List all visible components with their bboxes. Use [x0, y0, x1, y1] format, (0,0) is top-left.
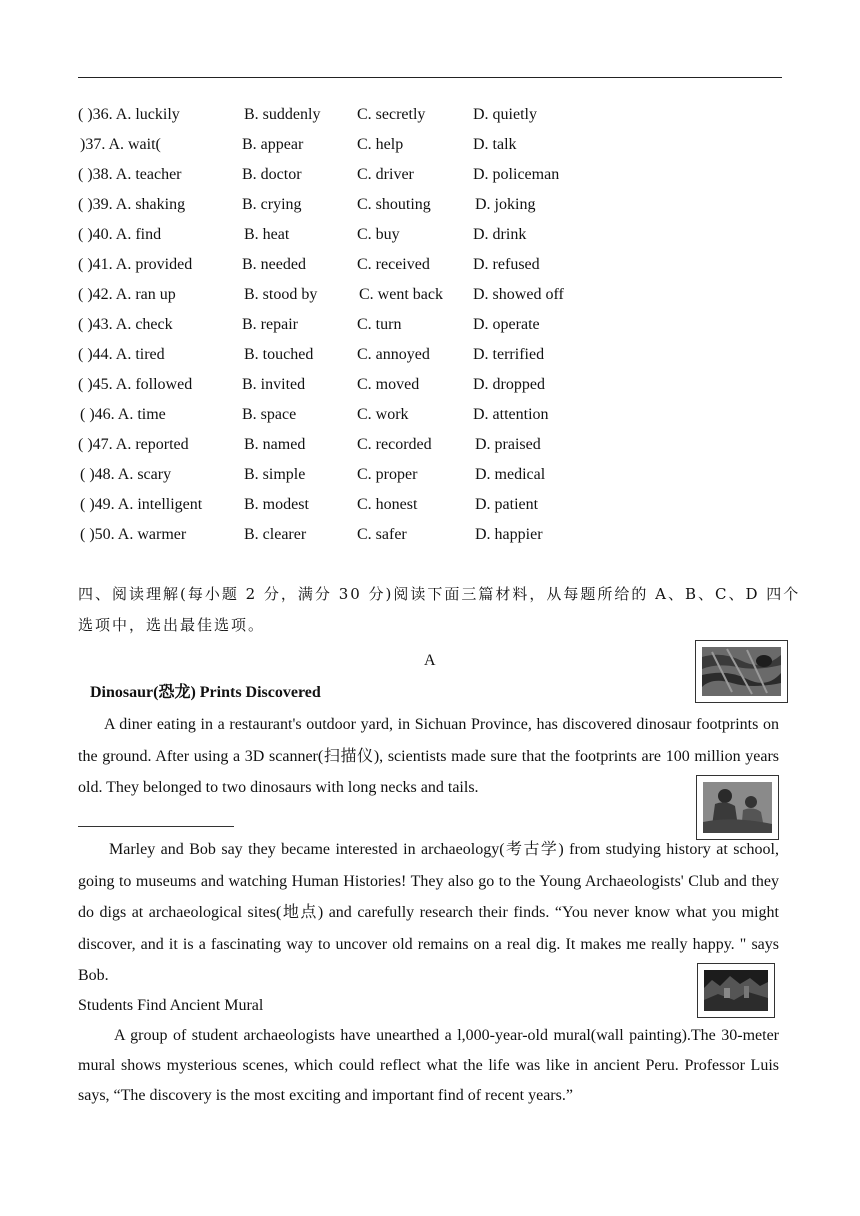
question-stem-option-a: )37. A. wait( [80, 136, 161, 153]
option-c: C. proper [357, 466, 418, 483]
question-row [0, 194, 860, 216]
option-d: D. terrified [473, 346, 545, 363]
question-row [0, 314, 860, 336]
question-stem-option-a: ( )48. A. scary [80, 466, 172, 483]
question-row [0, 404, 860, 426]
article2-body: Marley and Bob say they became interested in archaeology(考古学) from studying history at school, going to museums and watching Human Histories! They also go to the Young Archaeologists' Club and they do digs at archaeological sites(地点) and carefully research their finds. “You never know what you might discover, and it is a fascinating way to uncover old remains on a real dig. It makes me really happy. " says Bob. [78, 841, 779, 984]
option-d: D. patient [475, 496, 539, 513]
option-d: D. attention [473, 406, 549, 423]
option-b: B. simple [244, 466, 306, 483]
option-d: D. talk [473, 136, 517, 153]
question-stem-option-a: ( )42. A. ran up [78, 286, 176, 303]
option-b: B. crying [242, 196, 302, 213]
option-d: D. policeman [473, 166, 560, 183]
option-d: D. operate [473, 316, 540, 333]
option-b: B. suddenly [244, 106, 321, 123]
question-row [0, 164, 860, 186]
option-c: C. safer [357, 526, 407, 543]
option-c: C. work [357, 406, 409, 423]
section-instruction [78, 580, 801, 639]
article3-title: Students Find Ancient Mural [78, 997, 264, 1014]
question-row [0, 434, 860, 456]
question-stem-option-a: ( )47. A. reported [78, 436, 189, 453]
question-stem-option-a: ( )46. A. time [80, 406, 166, 423]
option-b: B. clearer [244, 526, 307, 543]
question-row [0, 524, 860, 546]
option-b: B. space [242, 406, 297, 423]
option-c: C. driver [357, 166, 414, 183]
option-d: D. happier [475, 526, 543, 543]
option-c: C. shouting [357, 196, 431, 213]
option-d: D. joking [475, 196, 536, 213]
option-b: B. heat [244, 226, 290, 243]
separator-line [78, 826, 234, 827]
question-stem-option-a: ( )39. A. shaking [78, 196, 186, 213]
option-d: D. refused [473, 256, 540, 273]
question-row [0, 104, 860, 126]
option-b: B. appear [242, 136, 304, 153]
question-stem-option-a: ( )45. A. followed [78, 376, 193, 393]
option-b: B. doctor [242, 166, 302, 183]
question-stem-option-a: ( )50. A. warmer [80, 526, 187, 543]
question-row [0, 344, 860, 366]
archaeology-dig-photo [696, 775, 779, 840]
question-row [0, 494, 860, 516]
option-d: D. showed off [473, 286, 564, 303]
question-stem-option-a: ( )38. A. teacher [78, 166, 182, 183]
option-b: B. repair [242, 316, 298, 333]
instruction-line-1: 四、阅读理解(每小题 2 分，满分 30 分)阅读下面三篇材料，从每题所给的 A、B、C、D 四个 [78, 585, 801, 603]
option-d: D. dropped [473, 376, 545, 393]
article1-body: A diner eating in a restaurant's outdoor yard, in Sichuan Province, has discovered dinosaur footprints on the ground. After using a 3D scanner(扫描仪), scientists made sure that the footprints are 100 million years old. They belonged to two dinosaurs with long necks and tails. [78, 716, 779, 796]
dinosaur-footprint-photo [695, 640, 788, 703]
article3-body: A group of student archaeologists have unearthed a l,000-year-old mural(wall painting).The 30-meter mural shows mysterious scenes, which could reflect what the life was like in ancient Peru. Professor Luis says, “The discovery is the most exciting and important find of recent years.” [78, 1027, 779, 1104]
header-rule [78, 77, 782, 78]
question-stem-option-a: ( )49. A. intelligent [80, 496, 203, 513]
option-b: B. needed [242, 256, 306, 273]
option-b: B. stood by [244, 286, 318, 303]
option-c: C. received [357, 256, 430, 273]
question-row [0, 224, 860, 246]
option-c: C. moved [357, 376, 420, 393]
option-b: B. named [244, 436, 306, 453]
option-c: C. honest [357, 496, 418, 513]
option-b: B. invited [242, 376, 306, 393]
option-c: C. went back [359, 286, 443, 303]
option-d: D. quietly [473, 106, 537, 123]
instruction-line-2: 选项中，选出最佳选项。 [78, 616, 266, 634]
question-row [0, 374, 860, 396]
question-row [0, 134, 860, 156]
question-stem-option-a: ( )40. A. find [78, 226, 162, 243]
option-b: B. modest [244, 496, 309, 513]
option-b: B. touched [244, 346, 314, 363]
article1-title: Dinosaur(恐龙) Prints Discovered [90, 684, 321, 701]
option-c: C. secretly [357, 106, 426, 123]
passage-letter: A [424, 652, 436, 669]
question-row [0, 254, 860, 276]
question-row [0, 284, 860, 306]
option-c: C. recorded [357, 436, 432, 453]
option-d: D. drink [473, 226, 527, 243]
option-c: C. help [357, 136, 404, 153]
option-c: C. annoyed [357, 346, 430, 363]
question-stem-option-a: ( )44. A. tired [78, 346, 165, 363]
option-d: D. praised [475, 436, 541, 453]
question-stem-option-a: ( )43. A. check [78, 316, 173, 333]
question-stem-option-a: ( )41. A. provided [78, 256, 193, 273]
ancient-mural-photo [697, 963, 775, 1018]
question-row [0, 464, 860, 486]
option-d: D. medical [475, 466, 546, 483]
option-c: C. turn [357, 316, 402, 333]
option-c: C. buy [357, 226, 400, 243]
question-stem-option-a: ( )36. A. luckily [78, 106, 180, 123]
